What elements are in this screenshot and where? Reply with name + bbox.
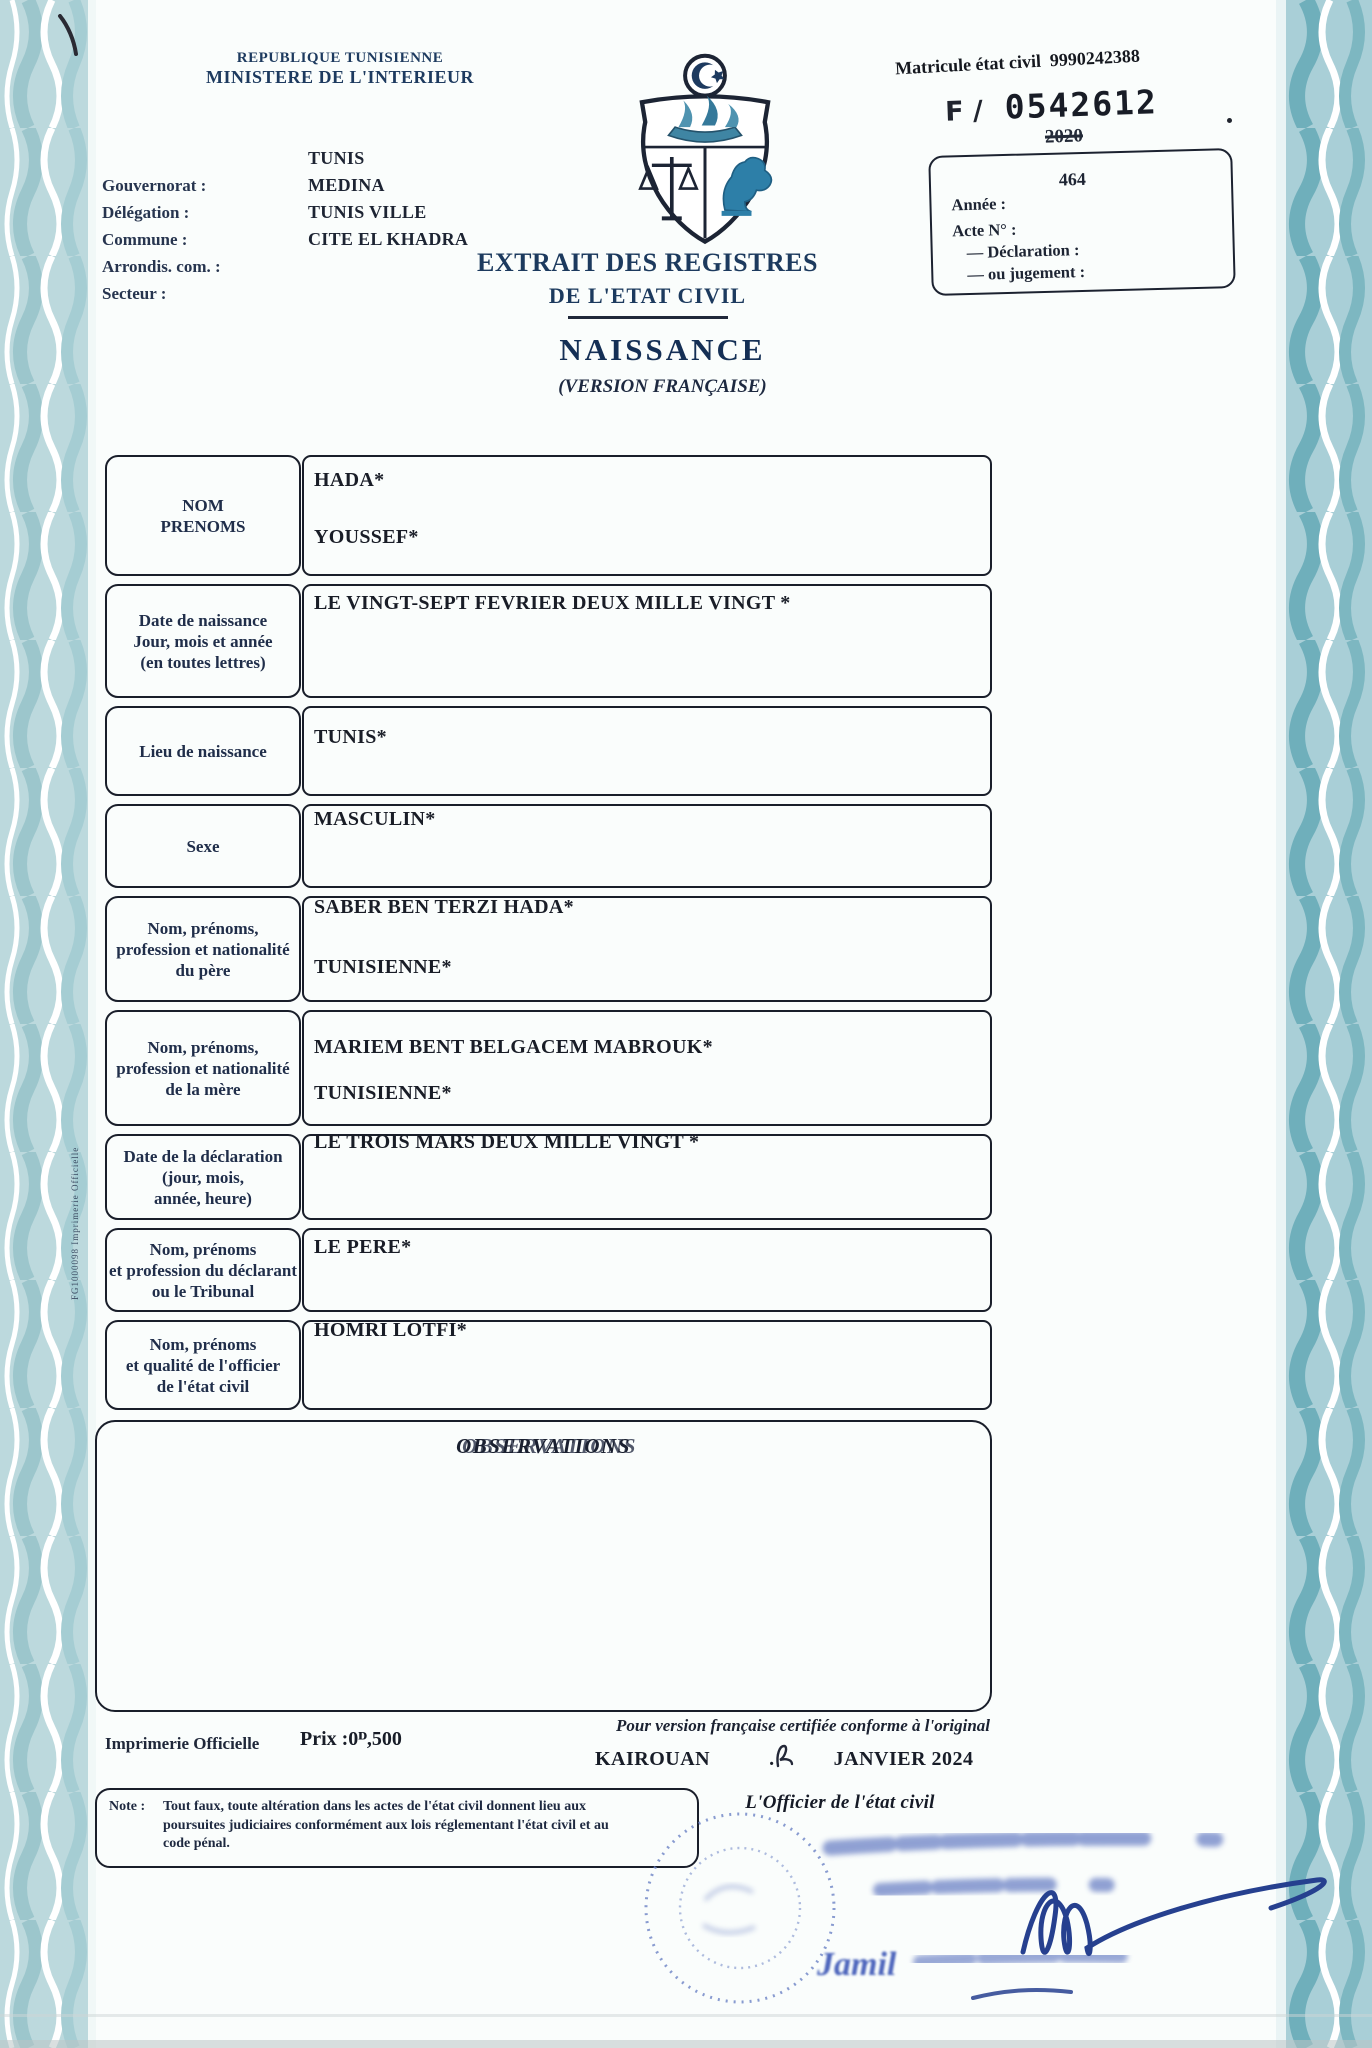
note-line: Tout faux, toute altération dans les actes de l'état civil donnent lieu aux bbox=[163, 1799, 586, 1814]
scan-streak bbox=[0, 2014, 1372, 2017]
registry-title-line2: DE L'ETAT CIVIL bbox=[548, 283, 747, 308]
row-value-line: TUNIS* bbox=[314, 726, 387, 748]
admin-value: TUNIS bbox=[308, 148, 365, 168]
row-value-line: MARIEM BENT BELGACEM MABROUK* bbox=[314, 1036, 713, 1058]
row-label-line: année, heure) bbox=[154, 1188, 252, 1208]
serial-line bbox=[944, 82, 1158, 128]
acte-box bbox=[928, 148, 1236, 296]
row-label-box bbox=[105, 1320, 301, 1410]
row-value-line: TUNISIENNE* bbox=[314, 1082, 452, 1104]
jugement-label: — ou jugement : bbox=[967, 261, 1086, 285]
row-label-line: de l'état civil bbox=[156, 1376, 250, 1396]
annee-value: 464 bbox=[1058, 168, 1087, 190]
admin-value: MEDINA bbox=[308, 175, 385, 195]
note-line: code pénal. bbox=[163, 1836, 230, 1851]
row-label-line: Nom, prénoms bbox=[149, 1239, 257, 1259]
place-date-line: KAIROUAN . JANVIER 2024 bbox=[595, 1748, 974, 1770]
stamp-signature-area bbox=[575, 1790, 1345, 2040]
row-value-box bbox=[302, 455, 992, 576]
row-label-line: Nom, prénoms, bbox=[147, 918, 259, 938]
country-title: REPUBLIQUE TUNISIENNE bbox=[236, 50, 444, 66]
matricule-label: Matricule état civil bbox=[894, 50, 1042, 79]
row-value-line: YOUSSEF* bbox=[314, 526, 419, 548]
row-value-box bbox=[302, 804, 992, 888]
row-value-box bbox=[302, 1320, 992, 1410]
registry-title-line1: EXTRAIT DES REGISTRES bbox=[477, 248, 818, 277]
signature-scrawl bbox=[973, 1880, 1324, 1998]
row-label-line: NOM bbox=[182, 495, 224, 515]
admin-label: Arrondis. com. : bbox=[102, 257, 221, 276]
row-label-line: PRENOMS bbox=[160, 516, 246, 536]
printer-name: Imprimerie Officielle bbox=[105, 1734, 260, 1753]
row-label-line: et profession du déclarant bbox=[108, 1260, 298, 1280]
note-line: poursuites judiciaires conformément aux lois réglementant l'état civil et au bbox=[163, 1817, 609, 1833]
serial-prefix: F / bbox=[944, 95, 984, 128]
ministry-title: MINISTERE DE L'INTERIEUR bbox=[205, 67, 475, 87]
place: KAIROUAN bbox=[595, 1748, 711, 1770]
row-label-line: ou le Tribunal bbox=[151, 1281, 255, 1301]
row-label-box bbox=[105, 804, 301, 888]
admin-label: Secteur : bbox=[102, 284, 167, 303]
admin-label: Gouvernorat : bbox=[102, 176, 207, 195]
row-label-box bbox=[105, 896, 301, 1002]
pen-mark bbox=[56, 14, 86, 58]
admin-value: CITE EL KHADRA bbox=[308, 229, 469, 249]
scan-edge bbox=[0, 2040, 1372, 2048]
row-value-line: LE VINGT-SEPT FEVRIER DEUX MILLE VINGT * bbox=[314, 592, 791, 614]
side-print-code: FG1000098 Imprimerie Officielle bbox=[70, 1146, 80, 1300]
row-label-box bbox=[105, 455, 301, 576]
left-guilloche-band bbox=[0, 0, 96, 2048]
row-label-line: Date de la déclaration bbox=[123, 1146, 283, 1166]
row-label-box bbox=[105, 706, 301, 796]
row-label-line: Lieu de naissance bbox=[139, 741, 267, 761]
row-label-line: profession et nationalité bbox=[116, 939, 290, 959]
row-value-line: HOMRI LOTFI* bbox=[314, 1319, 468, 1341]
document-subtitle: (VERSION FRANÇAISE) bbox=[558, 376, 767, 397]
row-label-line: Nom, prénoms bbox=[149, 1334, 257, 1354]
admin-value: TUNIS VILLE bbox=[308, 202, 427, 222]
row-value-box bbox=[302, 1228, 992, 1312]
handwritten-day-mark bbox=[770, 1742, 800, 1772]
row-label-line: Sexe bbox=[186, 836, 220, 856]
row-value-line: HADA* bbox=[314, 469, 385, 491]
row-value-line: LE PERE* bbox=[314, 1236, 412, 1258]
admin-label: Commune : bbox=[102, 230, 188, 249]
row-label-box bbox=[105, 1228, 301, 1312]
stamp-signature-name: Jamil bbox=[817, 1946, 897, 1983]
price: Prix :0ᴰ,500 bbox=[300, 1728, 402, 1750]
row-label-line: (en toutes lettres) bbox=[140, 652, 266, 672]
row-value-box bbox=[302, 584, 992, 698]
right-guilloche-band bbox=[1276, 0, 1372, 2048]
row-label-line: du père bbox=[175, 960, 231, 980]
note-label: Note : bbox=[109, 1799, 146, 1814]
row-label-line: et qualité de l'officier bbox=[125, 1355, 281, 1375]
observations-box bbox=[95, 1420, 992, 1712]
admin-values bbox=[308, 145, 468, 253]
round-stamp bbox=[646, 1814, 834, 2002]
title-underline bbox=[568, 316, 728, 319]
matricule-value: 9990242388 bbox=[1049, 45, 1141, 71]
row-label-box bbox=[105, 1134, 301, 1220]
row-label-line: Jour, mois et année bbox=[133, 631, 273, 651]
month-year: JANVIER 2024 bbox=[833, 1748, 974, 1770]
rect-stamp-blur bbox=[830, 1838, 1240, 1890]
observations-title: OBSERVATIONS bbox=[456, 1434, 631, 1458]
row-value-box bbox=[302, 1010, 992, 1126]
certification-line: Pour version française certifiée conforme à l'original bbox=[616, 1716, 990, 1735]
ink-dot bbox=[1227, 118, 1232, 123]
row-value-box bbox=[302, 706, 992, 796]
row-label-line: (jour, mois, bbox=[161, 1167, 244, 1187]
header-block bbox=[150, 50, 530, 88]
row-value-box bbox=[302, 896, 992, 1002]
row-label-line: Date de naissance bbox=[138, 610, 268, 630]
serial-year-struck: 2020 bbox=[1044, 125, 1084, 148]
serial-number: 0542612 bbox=[1004, 82, 1159, 127]
row-label-box bbox=[105, 584, 301, 698]
row-label-line: de la mère bbox=[165, 1079, 241, 1099]
row-label-line: Nom, prénoms, bbox=[147, 1037, 259, 1057]
declaration-label: — Déclaration : bbox=[966, 240, 1080, 263]
row-value-line: MASCULIN* bbox=[314, 808, 436, 830]
tunisia-coat-of-arms bbox=[622, 52, 788, 252]
officer-title: L'Officier de l'état civil bbox=[745, 1792, 935, 1813]
matricule-line bbox=[895, 46, 1141, 80]
row-value-line: TUNISIENNE* bbox=[314, 956, 452, 978]
row-value-box bbox=[302, 1131, 992, 1220]
admin-label: Délégation : bbox=[102, 203, 190, 222]
row-label-line: profession et nationalité bbox=[116, 1058, 290, 1078]
row-value-line: SABER BEN TERZI HADA* bbox=[314, 896, 574, 918]
document-type-title: NAISSANCE bbox=[559, 332, 766, 367]
row-label-box bbox=[105, 1010, 301, 1126]
acte-number-label: Acte N° : bbox=[951, 219, 1017, 241]
admin-labels bbox=[102, 172, 221, 307]
annee-label: Année : bbox=[951, 193, 1007, 215]
row-value-line: LE TROIS MARS DEUX MILLE VINGT * bbox=[314, 1131, 700, 1153]
